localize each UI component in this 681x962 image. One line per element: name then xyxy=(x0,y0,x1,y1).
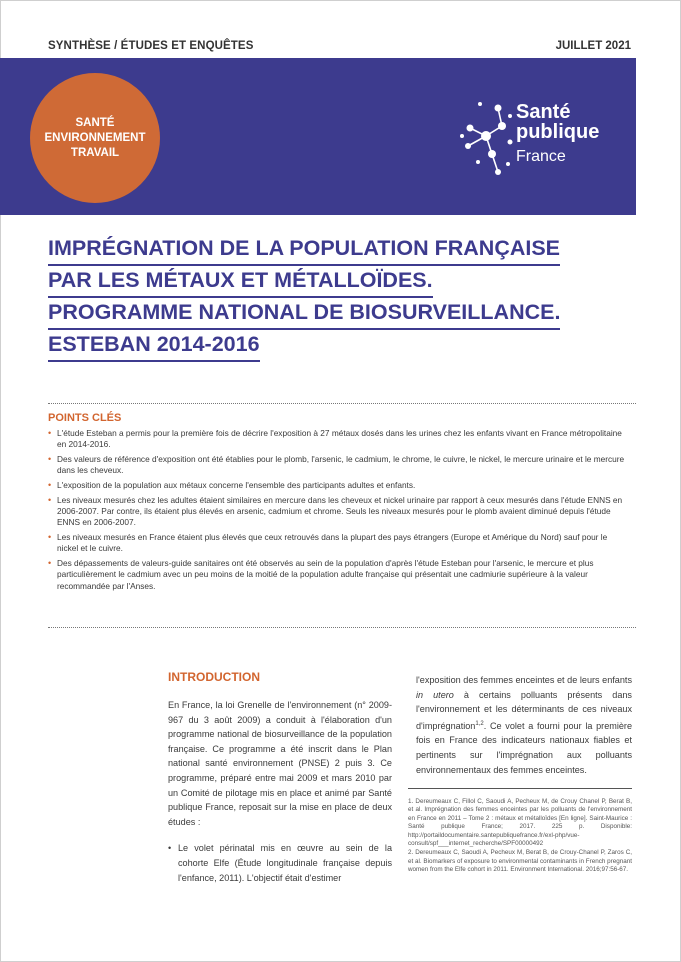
title-line-2: PAR LES MÉTAUX ET MÉTALLOÏDES. xyxy=(48,264,433,298)
key-point-item: • Les niveaux mesurés en France étaient plus élevés que ceux retrouvés dans la plupart des pays étrangers (Europe et Amérique du Nord) sauf pour le nickel et le cuivre. xyxy=(48,532,628,555)
key-point-item: • L'exposition de la population aux métaux concerne l'ensemble des participants adultes et enfants. xyxy=(48,480,628,491)
col2-italic: in utero xyxy=(416,689,454,700)
footnote-reference: 1,2 xyxy=(475,720,484,727)
brand-logo xyxy=(458,96,618,186)
col2-text-part1: l'exposition des femmes enceintes et de leurs enfants xyxy=(416,675,632,685)
footnotes xyxy=(408,798,632,876)
key-point-item: • Les niveaux mesurés chez les adultes étaient similaires en mercure dans les cheveux et nickel urinaire par rapport à ceux mesurés dans l'étude ENNS en 2006-2007. Par contre, ils étaient plus élevés en arsenic, cadmium et chrome. Seuls les niveaux mesurés pour le plomb avaient diminué depuis l'étude ENNS en 2006-2007. xyxy=(48,495,628,529)
brand-line2: publique xyxy=(516,121,600,143)
title-line-1: IMPRÉGNATION DE LA POPULATION FRANÇAISE xyxy=(48,232,560,266)
theme-badge xyxy=(30,73,160,203)
key-point-item: • L'étude Esteban a permis pour la première fois de décrire l'exposition à 27 métaux dosés dans les urines chez les enfants vivant en France métropolitaine en 2014-2016. xyxy=(48,428,628,451)
document-category: SYNTHÈSE / ÉTUDES ET ENQUÊTES xyxy=(48,40,254,52)
key-points-heading: POINTS CLÉS xyxy=(48,412,122,424)
introduction-paragraph: En France, la loi Grenelle de l'environnement (n° 2009-967 du 3 août 2009) a conduit à l'élaboration d'un programme national de biosurveillance de la population française. Ce programme a été inscrit dans le Plan national santé environnement (PNSE) 2 puis 3. Ce programme, préparé entre mai 2009 et mars 2010 par un Comité de pilotage mis en place et animé par Santé publique France, reposait sur la mise en place de deux études : xyxy=(168,700,392,827)
introduction-heading: INTRODUCTION xyxy=(168,670,260,684)
key-points-bottom-divider xyxy=(48,627,636,628)
molecule-icon xyxy=(458,96,516,182)
theme-badge-label: SANTÉ ENVIRONNEMENT TRAVAIL xyxy=(44,116,146,159)
footnotes-divider xyxy=(408,788,632,789)
brand-line3: France xyxy=(516,148,566,165)
introduction-column-1 xyxy=(168,698,392,885)
document-title xyxy=(48,232,638,360)
key-point-item: • Des valeurs de référence d'exposition ont été établies pour le plomb, l'arsenic, le cadmium, le chrome, le cuivre, le nickel, le mercure urinaire et le mercure dans les cheveux. xyxy=(48,454,628,477)
key-points-section xyxy=(48,412,628,595)
col2-text-part2: à certains polluants présents dans l'environnement et les déterminants de ces niveaux d'imprégnation xyxy=(416,689,632,731)
footnote-1: 1. Dereumeaux C, Fillol C, Saoudi A, Pecheux M, de Crouy Chanel P, Berat B, et al. Imprégnation des femmes enceintes par les polluants de l'environnement en France en 2011 – Tome 2 : métaux et métalloïdes [En ligne]. Saint-Maurice : Santé publique France; 2017. 225 p. Disponible: http://portaildocumentaire.santepubliquefrance.fr/exl-php/vue-consult/spf___internet_recherche/SPF00000492 xyxy=(408,798,632,848)
title-line-4: ESTEBAN 2014-2016 xyxy=(48,328,260,362)
brand-line1: Santé xyxy=(516,101,571,123)
introduction-column-2 xyxy=(416,673,632,777)
title-line-3: PROGRAMME NATIONAL DE BIOSURVEILLANCE. xyxy=(48,296,560,330)
key-points-list xyxy=(48,428,628,592)
key-point-item: • Des dépassements de valeurs-guide sanitaires ont été observés au sein de la population d'après l'étude Esteban pour l'arsenic, le mercure et plus particulièrement le cadmium avec un peu moins de la moitié de la population adulte française qui présentait une cadmiurie supérieure à la valeur recommandée par l'Anses. xyxy=(48,558,628,592)
col2-text-part3: . Ce volet a fourni pour la première fois en France des indicateurs nationaux fiables et pertinents sur l'imprégnation aux polluants environnementaux des femmes enceintes. xyxy=(416,720,632,775)
footnote-2: 2. Dereumeaux C, Saoudi A, Pecheux M, Berat B, de Crouy-Chanel P, Zaros C, et al. Biomarkers of exposure to environmental contaminants in French pregnant women from the Elfe cohort in 2011. Environment International. 2016;97:56-67. xyxy=(408,849,633,874)
introduction-bullet: • Le volet périnatal mis en œuvre au sein de la cohorte Elfe (Étude longitudinale française depuis l'enfance, 2011). L'objectif était d'estimer xyxy=(168,841,392,885)
publication-date: JUILLET 2021 xyxy=(555,40,631,52)
key-points-top-divider xyxy=(48,403,636,404)
brand-name xyxy=(516,102,599,142)
